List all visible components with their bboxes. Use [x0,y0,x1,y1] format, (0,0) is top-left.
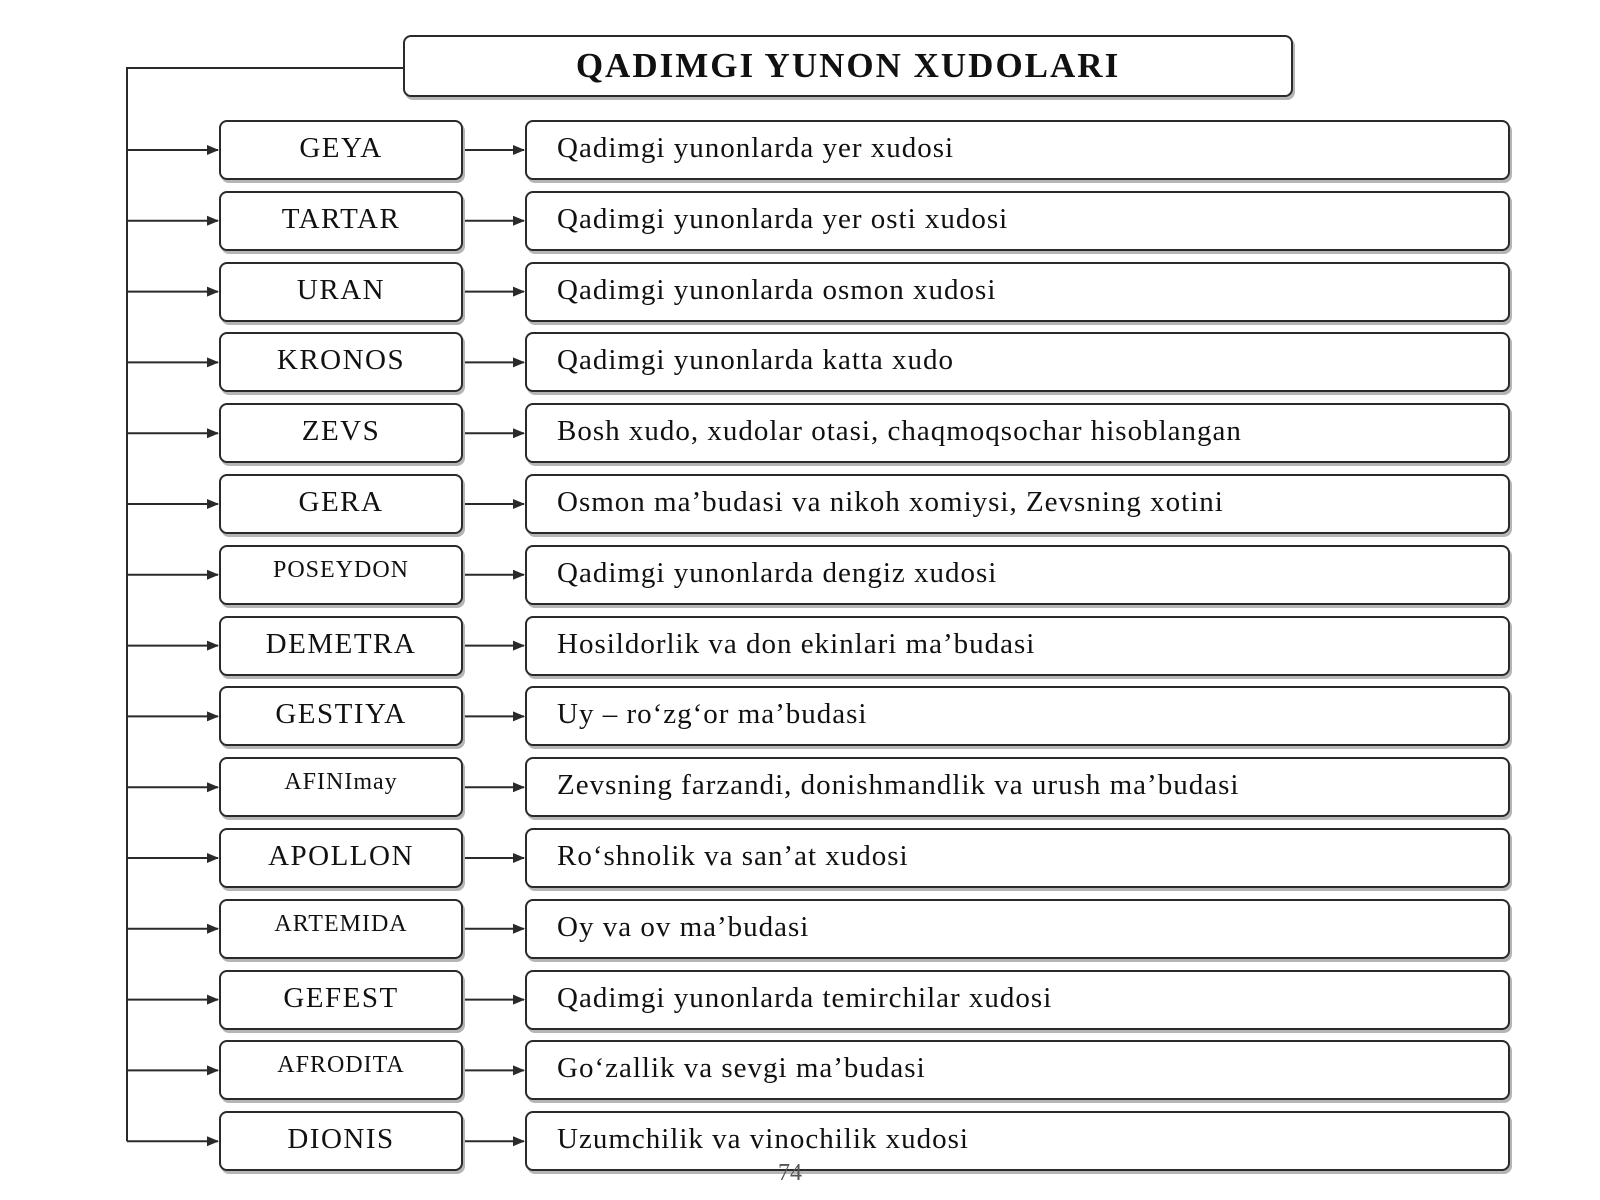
god-name-box [219,899,463,959]
god-description: Qadimgi yunonlarda katta xudo [557,344,955,377]
god-name-box [219,474,463,534]
god-description: Oy va ov ma’budasi [557,910,810,943]
god-description: Qadimgi yunonlarda yer osti xudosi [557,202,1009,235]
god-name-box [219,757,463,817]
god-description-box [525,120,1510,180]
god-name: GESTIYA [275,698,407,731]
god-name: GEFEST [283,981,399,1014]
god-description: Hosildorlik va don ekinlari ma’budasi [557,627,1036,660]
god-description-box [525,1040,1510,1100]
god-name: KRONOS [276,344,406,377]
god-name: GERA [298,486,384,518]
god-name: URAN [296,273,386,306]
god-description-box [525,828,1510,888]
god-name: APOLLON [268,840,414,872]
god-name-box [219,1111,463,1171]
god-name-box [219,970,463,1030]
god-description-box [525,757,1510,817]
god-description: Qadimgi yunonlarda temirchilar xudosi [557,981,1053,1014]
god-name: DEMETRA [265,627,417,660]
god-name-box [219,403,463,463]
god-name: AFINImay [284,769,398,796]
god-name: TARTAR [281,202,401,235]
god-description: Osmon ma’budasi va nikoh xomiysi, Zevsning xotini [557,486,1224,518]
god-name-box [219,1040,463,1100]
god-description-box [525,191,1510,251]
god-description-box [525,1111,1510,1171]
god-name-box [219,191,463,251]
god-name-box [219,616,463,676]
god-description: Uzumchilik va vinochilik xudosi [557,1123,969,1156]
god-name-box [219,332,463,392]
god-name-box [219,828,463,888]
god-description: Qadimgi yunonlarda dengiz xudosi [557,556,998,589]
god-name-box [219,545,463,605]
god-description-box [525,545,1510,605]
god-description-box [525,403,1510,463]
page-number: 74 [778,1160,802,1186]
god-description-box [525,332,1510,392]
god-name: POSEYDON [272,556,409,583]
god-description: Ro‘shnolik va san’at xudosi [557,840,909,872]
god-description: Go‘zallik va sevgi ma’budasi [557,1052,926,1085]
god-description: Qadimgi yunonlarda osmon xudosi [557,273,997,306]
god-name: ARTEMIDA [274,910,408,937]
god-description-box [525,262,1510,322]
god-description: Bosh xudo, xudolar otasi, chaqmoqsochar hisoblangan [557,415,1242,448]
god-description-box [525,970,1510,1030]
god-description: Zevsning farzandi, donishmandlik va urush ma’budasi [557,769,1240,802]
god-description: Uy – ro‘zg‘or ma’budasi [557,698,868,731]
god-name: GEYA [299,132,383,164]
diagram-title: QADIMGI YUNON XUDOLARI [575,46,1121,85]
god-name: ZEVS [301,415,381,448]
god-name-box [219,686,463,746]
god-name-box [219,120,463,180]
god-description-box [525,899,1510,959]
god-name: AFRODITA [277,1052,405,1079]
god-name-box [219,262,463,322]
god-description: Qadimgi yunonlarda yer xudosi [557,132,955,164]
god-description-box [525,616,1510,676]
god-name: DIONIS [287,1123,395,1156]
god-description-box [525,474,1510,534]
title-box [403,35,1293,97]
god-description-box [525,686,1510,746]
